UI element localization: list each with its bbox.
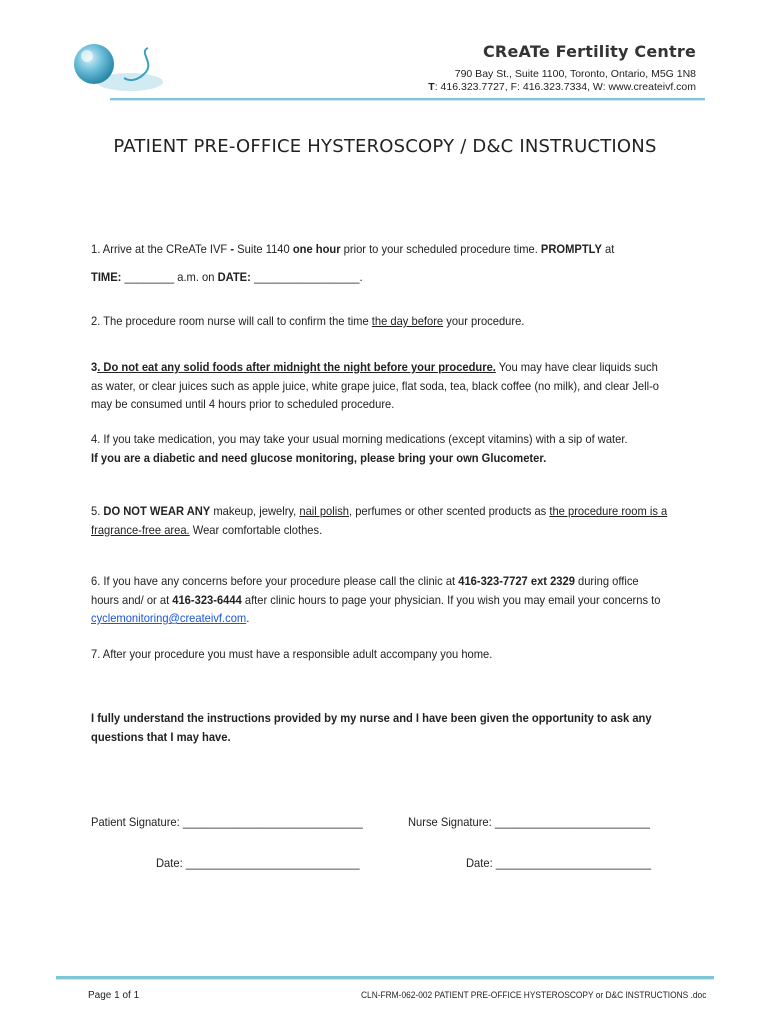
instruction-2 <box>91 312 668 331</box>
date-label: DATE: <box>217 270 251 284</box>
item1-suite: Suite 1140 <box>237 242 293 256</box>
item1-promptly: PROMPTLY <box>540 242 602 256</box>
contact-details: : 416.323.7727, F: 416.323.7334, W: www.createivf.com <box>434 81 696 93</box>
item1-one-hour: one hour <box>292 242 341 256</box>
org-contact <box>428 81 696 93</box>
item5-makeup: makeup, jewelry, <box>210 504 300 518</box>
item6-office-hours: during office hours and/ or at <box>91 574 639 607</box>
item3-number: 3 <box>91 360 98 374</box>
item3-no-solid-foods: . Do not eat any solid foods after midnight the night before your procedure. <box>97 360 496 374</box>
contact-t-label: T <box>428 81 435 93</box>
item1-at: at <box>601 242 615 256</box>
item5-clothes: Wear comfortable clothes. <box>189 522 323 537</box>
footer-rule-shadow <box>56 979 714 980</box>
instruction-3 <box>91 358 668 414</box>
item5-nail-polish: nail polish <box>299 504 350 518</box>
instruction-7: 7. After your procedure you must have a responsible adult accompany you home. <box>91 647 493 661</box>
item2-end: your procedure. <box>443 314 525 328</box>
instruction-1-time-date <box>91 268 668 287</box>
after-hours-phone: 416-323-6444 <box>172 592 242 607</box>
patient-signature-line: Patient Signature: _____________________________ <box>91 815 363 829</box>
instruction-1 <box>91 240 668 259</box>
page-number: Page 1 of 1 <box>88 990 140 1001</box>
date-blank: _________________. <box>250 270 363 284</box>
item6-text: 6. If you have any concerns before your procedure please call the clinic at <box>91 574 459 588</box>
item3-clear-liquids: You may have clear liquids such as water, or clear juices such as apple juice, white grape juice, flat soda, tea, black coffee (no milk), and clear Jell-o may be consumed until 4 hours prior to scheduled procedure. <box>91 360 660 411</box>
patient-date-line: Date: ____________________________ <box>156 856 360 870</box>
item1-text: 1. Arrive at the CReATe IVF <box>91 242 231 256</box>
document-id: CLN-FRM-062-002 PATIENT PRE-OFFICE HYSTEROSCOPY or D&C INSTRUCTIONS .doc <box>360 990 706 1000</box>
item2-day-before: the day before <box>371 314 444 328</box>
item4-medication: 4. If you take medication, you may take your usual morning medications (except vitamins) with a sip of water. <box>91 432 628 446</box>
header-rule-shadow <box>110 100 705 101</box>
instruction-6 <box>91 572 668 628</box>
org-address: 790 Bay St., Suite 1100, Toronto, Ontario, M5G 1N8 <box>454 68 696 80</box>
item6-page-physician: after clinic hours to page your physician. If you wish you may email your concerns to <box>241 592 661 607</box>
acknowledgement: I fully understand the instructions provided by my nurse and I have been given the opportunity to ask any questions that I may have. <box>91 711 652 744</box>
org-name: CReATe Fertility Centre <box>482 42 696 61</box>
item6-period: . <box>246 611 250 625</box>
item4-glucometer: If you are a diabetic and need glucose monitoring, please bring your own Glucometer. <box>91 450 547 465</box>
nurse-date-line: Date: _________________________ <box>466 856 651 870</box>
createivf-logo <box>68 38 164 98</box>
item1-dash: - <box>230 242 238 256</box>
item5-perfumes: , perfumes or other scented products as <box>349 504 550 518</box>
nurse-signature-line: Nurse Signature: _________________________ <box>408 815 651 829</box>
clinic-phone: 416-323-7727 ext 2329 <box>458 574 575 588</box>
instruction-4 <box>91 430 668 467</box>
item5-fragrance-free: the procedure room is a fragrance-free area. <box>91 504 668 537</box>
item2-text: 2. The procedure room nurse will call to confirm the time <box>91 314 372 328</box>
time-blank: ________ a.m. on <box>121 270 218 284</box>
item1-prior: prior to your scheduled procedure time. <box>340 242 541 256</box>
item5-do-not-wear: DO NOT WEAR ANY <box>103 504 211 518</box>
item5-number: 5. <box>91 504 104 518</box>
document-title: PATIENT PRE-OFFICE HYSTEROSCOPY / D&C INSTRUCTIONS <box>113 136 657 157</box>
time-label: TIME: <box>91 270 122 284</box>
instruction-5 <box>91 502 668 539</box>
email-link[interactable]: cyclemonitoring@createivf.com <box>91 611 247 625</box>
